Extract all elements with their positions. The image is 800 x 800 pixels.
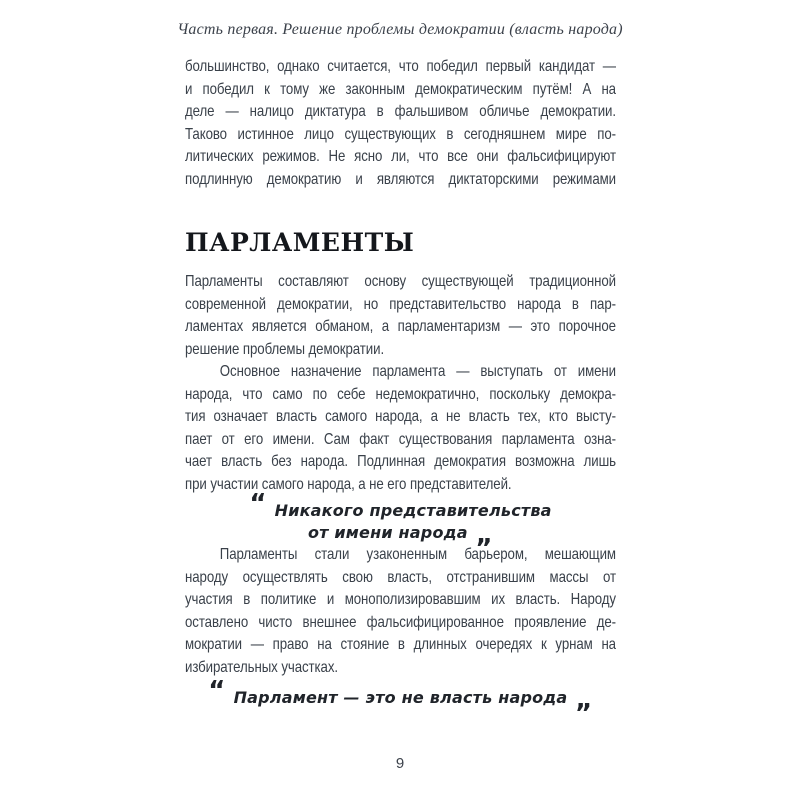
paragraph [185, 544, 616, 679]
text-column [185, 56, 616, 715]
text-line: избирательных участках. [185, 658, 338, 676]
text-line: ламентах является обманом, а парламентаризм — это порочное [185, 318, 616, 335]
quote-line [185, 520, 616, 550]
running-header: Часть первая. Решение проблемы демократии (власть народа) [177, 21, 623, 38]
text-line: подлинную демократию и являются диктаторскими режимами [185, 170, 616, 188]
text-line: Парламенты составляют основу существующей традиционной [185, 273, 616, 290]
intro-paragraph [185, 56, 616, 191]
text-line: тия означает власть самого народа, а не власть тех, кто высту- [185, 408, 616, 425]
text-line: деле — налицо диктатура в фальшивом обличье демократии. [185, 103, 616, 120]
close-quote-icon: „ [475, 520, 494, 550]
text-line: народу осуществлять свою власть, отстранившим массы от [185, 568, 616, 586]
paragraph [185, 361, 616, 496]
text-line: Парламенты стали узаконенным барьером, мешающим [219, 546, 616, 563]
text-line: чает власть без народа. Подлинная демократия возможна лишь [185, 453, 616, 470]
quote-line [185, 489, 616, 522]
text-line: пает от его имени. Сам факт существования парламента озна- [185, 430, 616, 448]
quote-text: от имени народа [307, 523, 468, 542]
close-quote-icon: „ [575, 685, 593, 715]
text-line: участия в политике и монополизировавшим их власть. Народу [185, 591, 616, 608]
text-line: решение проблемы демократии. [185, 340, 385, 358]
text-line: большинство, однако считается, что победил первый кандидат — [185, 58, 616, 75]
page-number: 9 [395, 755, 405, 772]
text-line: литических режимов. Не ясно ли, что все они фальсифицируют [185, 148, 616, 165]
section-heading: ПАРЛАМЕНТЫ [185, 228, 415, 257]
quote-text: Парламент — это не власть народа [233, 688, 568, 707]
pull-quote [185, 489, 616, 550]
open-quote-icon: “ [208, 676, 226, 706]
pull-quote [185, 676, 616, 715]
text-line: народа, что само по себе недемократично, поскольку демокра- [185, 385, 616, 403]
text-line: при участии самого народа, а не его представителей. [185, 475, 512, 493]
text-line: мократии — право на стояние в длинных очередях к урнам на [185, 636, 616, 653]
paragraph [185, 271, 616, 361]
text-line: Таково истинное лицо существующих в сегодняшнем мире по- [185, 125, 616, 143]
text-line: современной демократии, но представительство народа в пар- [185, 295, 616, 313]
text-line: Основное назначение парламента — выступать от имени [219, 363, 616, 380]
text-line: оставлено чисто внешнее фальсифицированное проявление де- [185, 613, 616, 631]
open-quote-icon: “ [249, 489, 267, 519]
quote-text: Никакого представительства [274, 501, 552, 520]
quote-line [185, 676, 616, 715]
text-line: и победил к тому же законным демократическим путём! А на [185, 80, 616, 98]
